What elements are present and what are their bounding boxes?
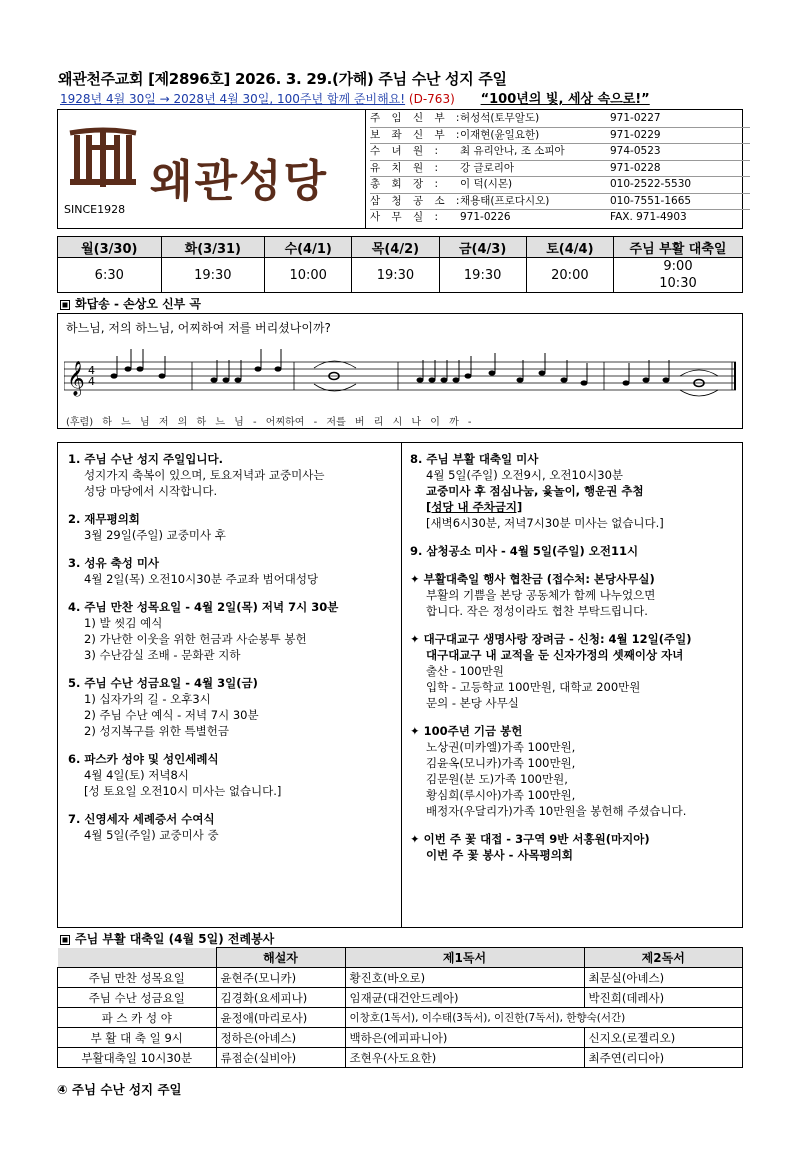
item-line: 3) 수난감실 조배 - 문화관 지하 [84,648,241,662]
day-header: 토(4/4) [526,237,613,258]
item-title: 4. 주님 만찬 성목요일 - 4월 2일(목) 저녁 7시 30분 [68,600,339,614]
item-title: 8. 주님 부활 대축일 미사 [410,452,539,466]
row-label: 부활대축일 10시30분 [58,1048,217,1068]
day-header: 목(4/2) [352,237,439,258]
mass-time: 10:30 [659,276,697,291]
mass-time: 9:00 [663,259,693,274]
table-cell: 최주연(리디아) [584,1048,743,1068]
item-line: 4월 2일(목) 오전10시30분 주교좌 범어대성당 [84,572,319,586]
item-line: 1) 발 씻김 예식 [84,616,163,630]
staff-role: 총 회 장 : [370,178,442,190]
table-cell: 윤정애(마리로사) [216,1008,345,1028]
staff-row [370,161,750,178]
item-line: 2) 가난한 이웃을 위한 헌금과 사순봉투 봉헌 [84,632,307,646]
service-section-heading [60,930,274,947]
staff-phone: 971-0228 [610,161,661,174]
column-header [58,948,217,968]
svg-text:4: 4 [88,375,95,388]
staff-name: 강 글로리아 [460,161,515,174]
service-section-label: 주님 부활 대축일 (4월 5일) 전례봉사 [75,932,275,946]
item-line: 4월 4일(토) 저녁8시 [84,768,189,782]
slogan: “100년의 빛, 세상 속으로!” [480,92,650,107]
staff-row [370,210,750,226]
day-header: 월(3/30) [58,237,162,258]
item-line: 성지가지 축복이 있으며, 토요저녁과 교중미사는 [84,468,325,482]
announcements-left [68,451,393,843]
item-line: 2) 주님 수난 예식 - 저녁 7시 30분 [84,708,259,722]
item-line: 1) 십자가의 길 - 오후3시 [84,692,211,706]
item-line: [성당 내 주차금지] [426,500,523,514]
table-cell: 류점순(실비아) [216,1048,345,1068]
day-header: 수(4/1) [265,237,352,258]
item-line: 이번 주 꽃 봉사 - 사목평의회 [426,848,573,862]
item-line: 성당 마당에서 시작합니다. [84,484,218,498]
hymn-section-heading [60,295,201,312]
item-line: 4월 5일(주일) 교중미사 중 [84,828,219,842]
row-label: 파 스 카 성 야 [58,1008,217,1028]
item-line: 황심희(루시아)가족 100만원, [426,788,576,802]
hymn-box [57,313,743,429]
column-header: 해설자 [216,948,345,968]
page-footer: ④ 주님 수난 성지 주일 [57,1082,182,1097]
staff-row [370,194,750,211]
logo-wordmark: 왜관성당 [150,156,329,207]
staff-role: 유 치 원 : [370,161,442,174]
staff-row [370,144,750,161]
item-title: ✦ 대구대교구 생명사랑 장려금 - 신청: 4월 12일(주일) [410,632,692,646]
item-line: 문의 - 본당 사무실 [426,696,519,710]
item-line: 김윤옥(모니카)가족 100만원, [426,756,576,770]
announcements-right [410,451,740,863]
item-line: 2) 성지복구를 위한 특별헌금 [84,724,229,738]
item-title: 6. 파스카 성야 및 성인세례식 [68,752,219,766]
dday-badge: (D-763) [408,92,455,106]
item-line: 배정자(우달리가)가족 10만원을 봉헌해 주셨습니다. [426,804,687,818]
table-cell: 이창호(1독서), 이수태(3독서), 이진한(7독서), 한향숙(서간) [345,1008,743,1028]
row-label: 부 활 대 축 일 9시 [58,1028,217,1048]
staff-name: 허성석(토무알도) [460,112,540,124]
table-cell: 황진호(바오로) [345,968,584,988]
countdown-text: 1928년 4월 30일 → 2028년 4월 30일, 100주년 함께 준비해요! [60,92,406,106]
table-cell: 신지오(로젤리오) [584,1028,743,1048]
table-row [58,1028,743,1048]
table-cell: 최문실(아녜스) [584,968,743,988]
item-line: 합니다. 작은 정성이라도 협찬 부탁드립니다. [426,604,648,618]
staff-row [370,111,750,128]
since-text: SINCE1928 [64,203,126,216]
item-title: ✦ 100주년 기금 봉헌 [410,724,523,738]
svg-text:𝄞: 𝄞 [67,361,85,396]
staff-role: 삼 청 공 소 : [370,194,464,207]
staff-name: 971-0226 [460,211,511,223]
table-cell: 김경화(요세피나) [216,988,345,1008]
staff-role: 주 임 신 부 : [370,112,464,124]
table-row [58,988,743,1008]
liturgy-service-table [57,947,743,1068]
staff-role: 사 무 실 : [370,211,442,223]
item-subtitle: 대구대교구 내 교적을 둔 신자가정의 셋째이상 자녀 [426,648,684,662]
column-header: 제2독서 [584,948,743,968]
bulletin-title: 왜관천주교회 [제2896호] 2026. 3. 29.(가해) 주님 수난 성지 주일 [58,70,507,88]
announcements-box [57,442,743,928]
music-staff-icon [64,344,736,410]
square-bullet-icon [60,300,70,310]
table-row [58,968,743,988]
item-line: 부활의 기쁨을 본당 공동체가 함께 나누었으면 [426,588,656,602]
table-row [58,1008,743,1028]
table-row [58,1048,743,1068]
mass-time: 19:30 [352,258,439,293]
table-cell: 정하은(아녜스) [216,1028,345,1048]
hymn-lyrics: (후렴) 하 느 님 저 의 하 느 님 - 어찌하여 - 저를 버 리 시 나 이 까 - [66,417,472,428]
day-header: 화(3/31) [161,237,265,258]
staff-name: 최 유리안나, 조 소피아 [460,145,565,157]
item-line: 4월 5일(주일) 오전9시, 오전10시30분 [426,468,624,482]
mass-time: 10:00 [265,258,352,293]
hymn-title: 하느님, 저의 하느님, 어찌하여 저를 버리셨나이까? [66,321,331,335]
svg-text:4: 4 [88,364,95,377]
item-title: ✦ 부활대축일 행사 협찬금 (접수처: 본당사무실) [410,572,655,586]
church-logo-icon [66,125,140,199]
item-line: 교중미사 후 점심나눔, 윷놀이, 행운권 추첨 [426,484,644,498]
staff-phone: 974-0523 [610,145,661,157]
item-line: 입학 - 고등학교 100만원, 대학교 200만원 [426,680,641,694]
mass-time: 19:30 [161,258,265,293]
item-line: 김문원(분 도)가족 100만원, [426,772,568,786]
day-header: 금(4/3) [439,237,526,258]
mass-time-easter [614,258,743,293]
column-header: 제1독서 [345,948,584,968]
table-cell: 박진희(데레사) [584,988,743,1008]
mass-schedule-table [57,236,743,293]
staff-phone: 010-2522-5530 [610,178,692,190]
staff-row [370,128,750,145]
item-title: 7. 신영세자 세례증서 수여식 [68,812,215,826]
item-line: 출산 - 100만원 [426,664,504,678]
item-title: 3. 성유 축성 미사 [68,556,160,570]
staff-role: 수 녀 원 : [370,145,442,157]
item-line: 노상권(미카엘)가족 100만원, [426,740,576,754]
staff-directory [370,111,750,226]
info-divider [365,109,366,229]
staff-phone: 971-0229 [610,128,661,141]
table-cell: 윤현주(모니카) [216,968,345,988]
staff-phone: 010-7551-1665 [610,194,692,207]
row-label: 주님 만찬 성목요일 [58,968,217,988]
staff-row [370,177,750,194]
item-title: 1. 주님 수난 성지 주일입니다. [68,452,223,466]
staff-name: 이 덕(시몬) [460,178,513,190]
mass-time: 19:30 [439,258,526,293]
table-cell: 조현우(사도요한) [345,1048,584,1068]
item-title: 2. 재무평의회 [68,512,140,526]
row-label: 주님 수난 성금요일 [58,988,217,1008]
table-cell: 백하은(에피파니아) [345,1028,584,1048]
square-bullet-icon [60,935,70,945]
staff-name: 채용태(프로다시오) [460,194,550,207]
hymn-section-label: 화답송 - 손상오 신부 곡 [75,297,202,311]
column-divider [401,443,402,927]
item-title: ✦ 이번 주 꽃 대접 - 3구역 9반 서홍원(마지아) [410,832,650,846]
staff-role: 보 좌 신 부 : [370,128,464,141]
item-line: [새벽6시30분, 저녁7시30분 미사는 없습니다.] [426,516,664,530]
mass-time: 6:30 [58,258,162,293]
item-title: 9. 삼청공소 미사 - 4월 5일(주일) 오전11시 [410,544,639,558]
day-header: 주님 부활 대축일 [614,237,743,258]
mass-time: 20:00 [526,258,613,293]
staff-name: 이재현(윤일요한) [460,128,540,141]
staff-phone: 971-0227 [610,112,661,124]
item-line: [성 토요일 오전10시 미사는 없습니다.] [84,784,282,798]
item-line: 3월 29일(주일) 교중미사 후 [84,528,226,542]
staff-phone: FAX. 971-4903 [610,211,687,223]
table-cell: 임재균(대건안드레아) [345,988,584,1008]
centennial-line [60,88,650,107]
item-title: 5. 주님 수난 성금요일 - 4월 3일(금) [68,676,258,690]
